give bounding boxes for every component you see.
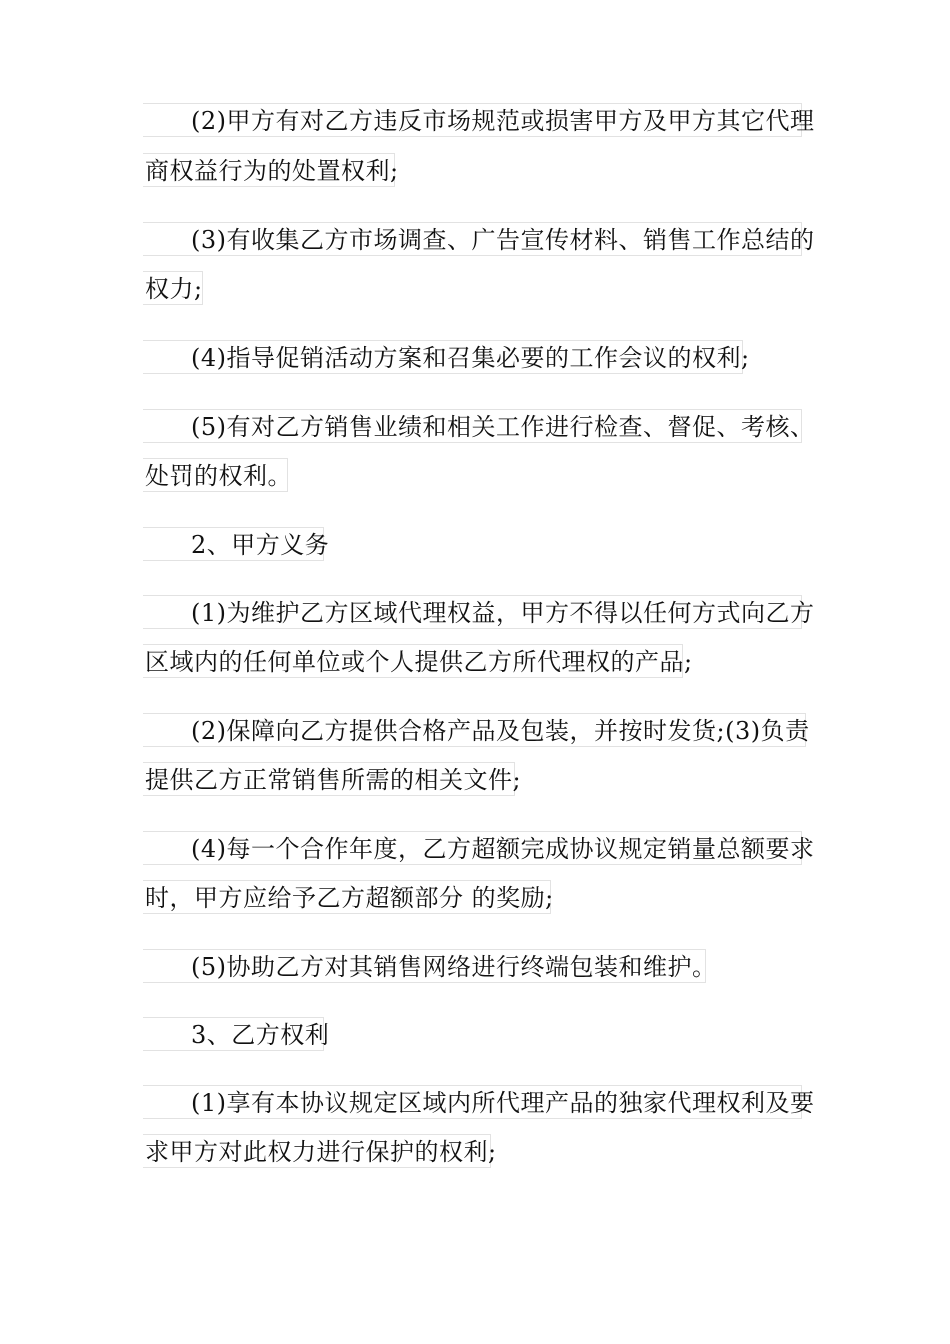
paragraph-line <box>143 762 522 796</box>
paragraph-line <box>143 271 203 305</box>
paragraph-line <box>143 340 750 374</box>
line-text: 商权益行为的处置权利; <box>145 157 399 185</box>
paragraph-line <box>143 949 717 983</box>
paragraph-line <box>143 1085 815 1119</box>
line-text: (3)有收集乙方市场调查、广告宣传材料、销售工作总结的 <box>191 226 815 254</box>
line-text: (2)保障向乙方提供合格产品及包装，并按时发货;(3)负责 <box>191 717 810 745</box>
line-text: (1)享有本协议规定区域内所代理产品的独家代理权利及要 <box>191 1089 815 1117</box>
line-text: 求甲方对此权力进行保护的权利; <box>145 1138 497 1166</box>
paragraph-line <box>143 1134 497 1168</box>
line-text: 3、乙方权利 <box>191 1021 330 1049</box>
paragraph-line <box>143 458 292 492</box>
line-text: 时，甲方应给予乙方超额部分 的奖励; <box>145 884 554 912</box>
paragraph-line <box>143 222 815 256</box>
line-text: 提供乙方正常销售所需的相关文件; <box>145 766 522 794</box>
paragraph-line <box>143 103 815 137</box>
paragraph-line <box>143 713 810 747</box>
paragraph-line <box>143 880 554 914</box>
paragraph-line <box>143 153 399 187</box>
line-text: (5)协助乙方对其销售网络进行终端包装和维护。 <box>191 953 717 981</box>
paragraph-line <box>143 644 693 678</box>
section-heading <box>143 1017 330 1051</box>
line-text: (4)指导促销活动方案和召集必要的工作会议的权利; <box>191 344 750 372</box>
line-text: (2)甲方有对乙方违反市场规范或损害甲方及甲方其它代理 <box>191 107 815 135</box>
line-text: 2、甲方义务 <box>191 531 330 559</box>
line-text: (1)为维护乙方区域代理权益，甲方不得以任何方式向乙方 <box>191 599 815 627</box>
line-text: 处罚的权利。 <box>145 462 292 490</box>
section-heading <box>143 527 330 561</box>
line-text: (5)有对乙方销售业绩和相关工作进行检查、督促、考核、 <box>191 413 815 441</box>
paragraph-line <box>143 831 815 865</box>
paragraph-line <box>143 409 815 443</box>
paragraph-line <box>143 595 815 629</box>
line-text: 权力; <box>145 275 203 303</box>
line-text: (4)每一个合作年度，乙方超额完成协议规定销量总额要求 <box>191 835 815 863</box>
line-text: 区域内的任何单位或个人提供乙方所代理权的产品; <box>145 648 693 676</box>
